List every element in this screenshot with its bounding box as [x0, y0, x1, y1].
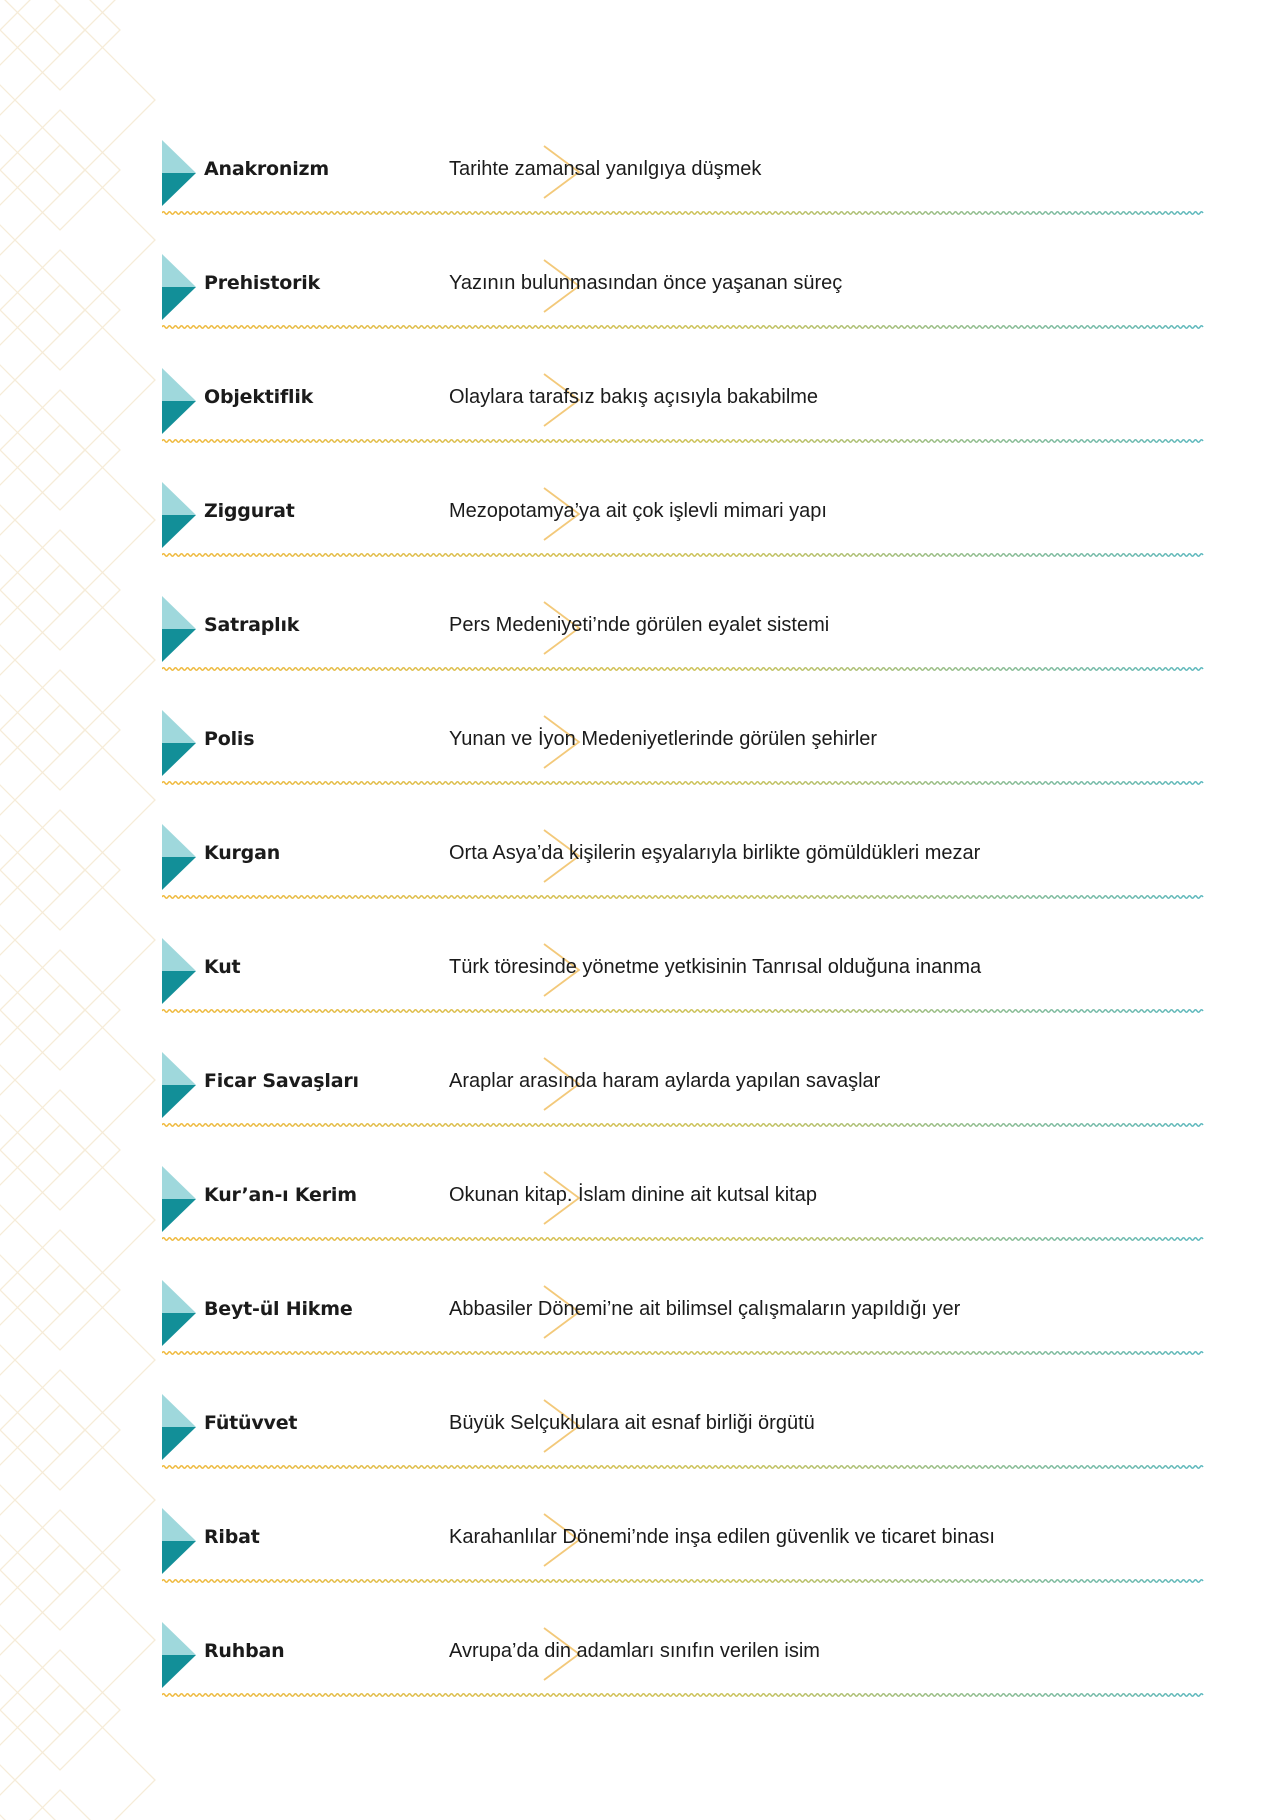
- term: Kurgan: [204, 842, 281, 864]
- term: Polis: [204, 728, 255, 750]
- glossary-row: [162, 1044, 1204, 1124]
- definition: Okunan kitap. İslam dinine ait kutsal kitap: [449, 1183, 817, 1206]
- glossary-row: [162, 702, 1204, 782]
- wavy-divider: [162, 210, 1204, 216]
- definition: Tarihte zamansal yanılgıya düşmek: [449, 157, 762, 180]
- wavy-divider: [162, 1464, 1204, 1470]
- wavy-divider: [162, 1236, 1204, 1242]
- glossary-row: [162, 1386, 1204, 1466]
- teal-triangle-icon: [162, 1508, 196, 1574]
- term: Ziggurat: [204, 500, 295, 522]
- definition: Avrupa’da din adamları sınıfın verilen isim: [449, 1639, 820, 1662]
- teal-triangle-icon: [162, 596, 196, 662]
- wavy-divider: [162, 666, 1204, 672]
- definition: Abbasiler Dönemi’ne ait bilimsel çalışmaların yapıldığı yer: [449, 1297, 961, 1320]
- glossary-row: [162, 588, 1204, 668]
- glossary-row: [162, 930, 1204, 1010]
- glossary-row: [162, 1614, 1204, 1694]
- glossary-row: [162, 1158, 1204, 1238]
- term: Fütüvvet: [204, 1412, 298, 1434]
- term: Kur’an-ı Kerim: [204, 1184, 357, 1206]
- term: Satraplık: [204, 614, 300, 636]
- term: Kut: [204, 956, 241, 978]
- term: Beyt-ül Hikme: [204, 1298, 353, 1320]
- wavy-divider: [162, 552, 1204, 558]
- term: Ruhban: [204, 1640, 285, 1662]
- definition: Yazının bulunmasından önce yaşanan süreç: [449, 271, 843, 294]
- teal-triangle-icon: [162, 140, 196, 206]
- teal-triangle-icon: [162, 1280, 196, 1346]
- glossary-row: [162, 816, 1204, 896]
- wavy-divider: [162, 1350, 1204, 1356]
- glossary-row: [162, 360, 1204, 440]
- teal-triangle-icon: [162, 482, 196, 548]
- term: Anakronizm: [204, 158, 330, 180]
- definition: Olaylara tarafsız bakış açısıyla bakabilme: [449, 385, 819, 408]
- term: Ficar Savaşları: [204, 1070, 359, 1092]
- wavy-divider: [162, 894, 1204, 900]
- wavy-divider: [162, 1008, 1204, 1014]
- teal-triangle-icon: [162, 824, 196, 890]
- wavy-divider: [162, 1578, 1204, 1584]
- glossary-row: [162, 1272, 1204, 1352]
- glossary-row: [162, 246, 1204, 326]
- glossary-row: [162, 1500, 1204, 1580]
- wavy-divider: [162, 1692, 1204, 1698]
- term: Objektiflik: [204, 386, 314, 408]
- definition: Mezopotamya’ya ait çok işlevli mimari yapı: [449, 499, 827, 522]
- teal-triangle-icon: [162, 1622, 196, 1688]
- definition: Türk töresinde yönetme yetkisinin Tanrısal olduğuna inanma: [449, 955, 982, 978]
- wavy-divider: [162, 438, 1204, 444]
- term: Ribat: [204, 1526, 260, 1548]
- definition: Orta Asya’da kişilerin eşyalarıyla birlikte gömüldükleri mezar: [449, 841, 981, 864]
- glossary-row: [162, 132, 1204, 212]
- teal-triangle-icon: [162, 1052, 196, 1118]
- wavy-divider: [162, 1122, 1204, 1128]
- definition: Büyük Selçuklulara ait esnaf birliği örgütü: [449, 1411, 815, 1434]
- definition: Araplar arasında haram aylarda yapılan savaşlar: [449, 1069, 881, 1092]
- teal-triangle-icon: [162, 710, 196, 776]
- teal-triangle-icon: [162, 1166, 196, 1232]
- definition: Pers Medeniyeti’nde görülen eyalet sistemi: [449, 613, 830, 636]
- teal-triangle-icon: [162, 254, 196, 320]
- teal-triangle-icon: [162, 368, 196, 434]
- definition: Karahanlılar Dönemi’nde inşa edilen güvenlik ve ticaret binası: [449, 1525, 995, 1548]
- definition: Yunan ve İyon Medeniyetlerinde görülen şehirler: [449, 727, 878, 750]
- teal-triangle-icon: [162, 1394, 196, 1460]
- term: Prehistorik: [204, 272, 320, 294]
- wavy-divider: [162, 780, 1204, 786]
- teal-triangle-icon: [162, 938, 196, 1004]
- glossary-row: [162, 474, 1204, 554]
- wavy-divider: [162, 324, 1204, 330]
